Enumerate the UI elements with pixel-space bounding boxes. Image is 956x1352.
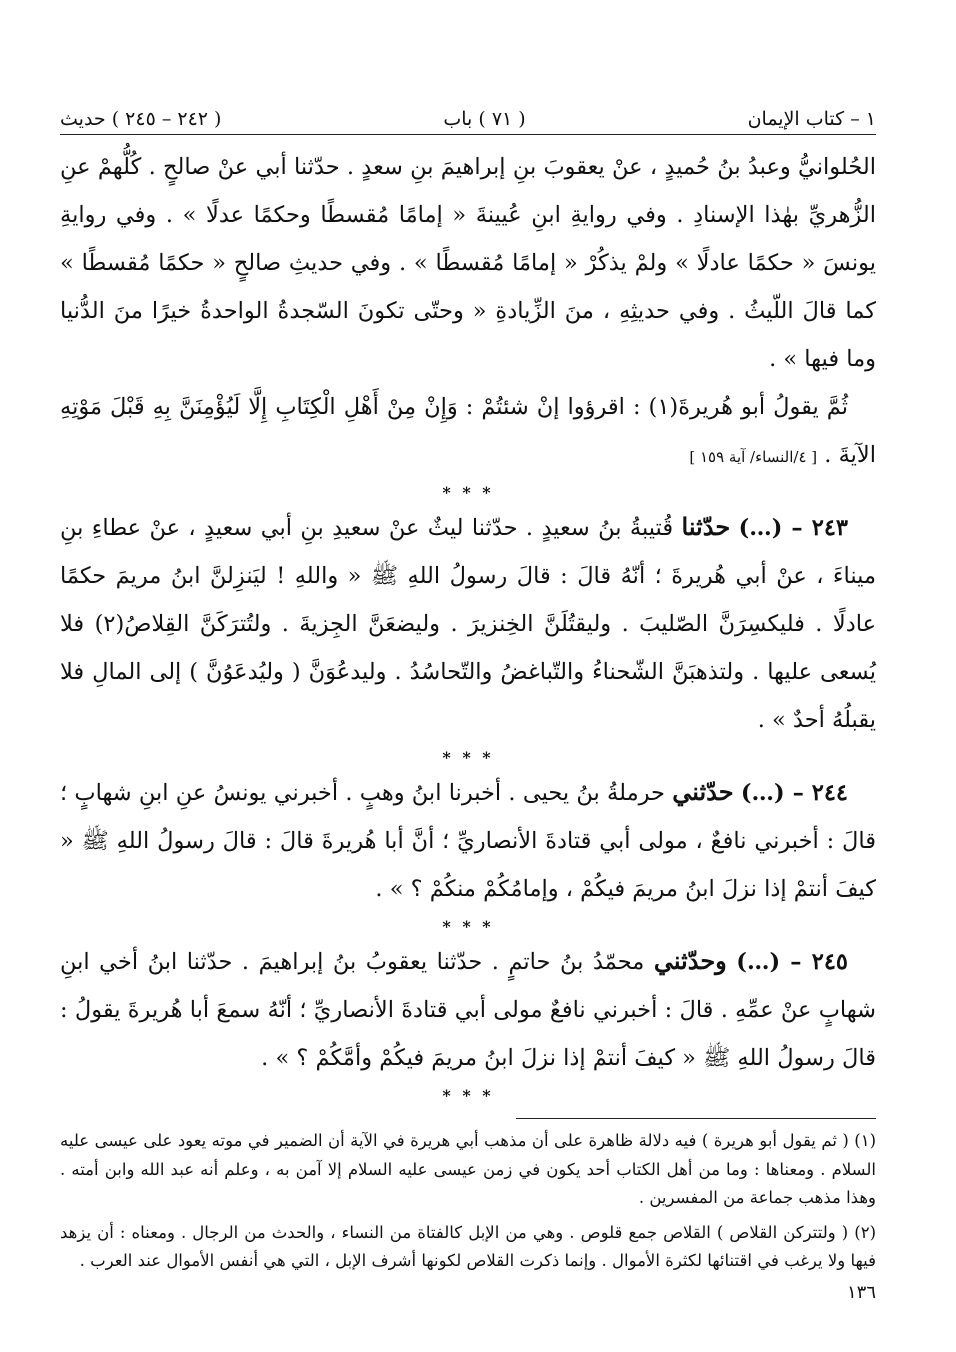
footnote-1: (١) ( ثم يقول أبو هريرة ) فيه دلالة ظاهرة على أن مذهب أبي هريرة في الآية أن الضمير في موته يعود على عيسى عليه السلام . ومعناها : وما من أهل الكتاب أحد يكون في زمن عيسى عليه السلام إلا آمن به ، وعلم أنه عبد الله وابن أمته . وهذا مذهب جماعة من المفسرين .	[60, 1131, 876, 1207]
page-number: ١٣٦	[846, 1281, 876, 1303]
hadith-243	[60, 503, 876, 744]
hadith-245-number: ٢٤٥ – (…)	[736, 949, 849, 975]
section-separator: * * *	[442, 748, 494, 767]
hadith-245	[60, 937, 876, 1082]
section-separator: * * *	[442, 1086, 494, 1105]
hadith-244-text: حرملةُ بنُ يحيى . أخبرنا ابنُ وهبٍ . أخبرني يونسُ عنِ ابنِ شهابٍ ؛ قالَ : أخبرني نافعٌ ، مولى أبي قتادةَ الأنصاريِّ ؛ أنَّ أبا هُريرةَ قالَ : قالَ رسولُ اللهِ ﷺ « كيفَ أنتمْ إذا نزلَ ابنُ مريمَ فيكُمْ ، وإمامُكُمْ منكُمْ ؟ » .	[60, 780, 876, 902]
hadith-244	[60, 768, 876, 913]
section-separator: * * *	[442, 483, 494, 502]
hadith-244-opening: حدّثني	[672, 777, 734, 806]
hadith-243-opening: حدّثنا	[681, 512, 731, 541]
footnote-rule	[516, 1118, 876, 1119]
main-text	[60, 143, 876, 1104]
footnote-2: (٢) ( ولتتركن القلاص ) القلاص جمع قلوص . وهي من الإبل كالفتاة من النساء ، والحدث من الرجال . ومعناه : أن يزهد فيها ولا يرغب في اقتنائها لكثرة الأموال . وإنما ذكرت القلاص لكونها أشرف الإبل ، التي هي أنفس الأموال عند العرب .	[60, 1222, 876, 1270]
hadith-244-number: ٢٤٤ – (…)	[740, 780, 849, 806]
quran-reference: [ ٤/النساء/ آية ١٥٩ ]	[689, 448, 818, 466]
hadith-245-text: محمّدُ بنُ حاتمٍ . حدّثنا يعقوبُ بنُ إبراهيمَ . حدّثنا ابنُ أخي ابنِ شهابٍ عنْ عمِّهِ . قالَ : أخبرني نافعٌ مولى أبي قتادةَ الأنصاريِّ ؛ أنّهُ سمعَ أبا هُريرةَ يقولُ : قالَ رسولُ اللهِ ﷺ « كيفَ أنتمْ إذا نزلَ ابنُ مريمَ فيكُمْ وأمَّكُمْ ؟ » .	[60, 949, 876, 1071]
header-book-title: ١ – كتاب الإيمان	[747, 108, 876, 130]
hadith-245-opening: وحدّثني	[653, 946, 727, 975]
paragraph-continuation: الحُلوانيُّ وعبدُ بنُ حُميدٍ ، عنْ يعقوبَ بنِ إبراهيمَ بنِ سعدٍ . حدّثنا أبي عنْ صالحٍ . كُلُّهمْ عنِ الزُّهريِّ بهٰذا الإسنادِ . وفي روايةِ ابنِ عُيينةَ « إمامًا مُقسطًا وحكمًا عدلًا » . وفي روايةِ يونسَ « حكمًا عادلًا » ولمْ يذكُرْ « إمامًا مُقسطًا » . وفي حديثِ صالحٍ « حكمًا مُقسطًا » كما قالَ اللّيثُ . وفي حديثِهِ ، منَ الزِّيادةِ « وحتّى تكونَ السّجدةُ الواحدةُ خيرًا منَ الدُّنيا وما فيها » .	[60, 154, 876, 372]
section-separator: * * *	[442, 917, 494, 936]
header-chapter: ( ٧١ ) باب	[443, 108, 526, 130]
running-header	[60, 108, 876, 135]
hadith-243-text: قُتيبةُ بنُ سعيدٍ . حدّثنا ليثٌ عنْ سعيدِ بنِ أبي سعيدٍ ، عنْ عطاءِ بنِ ميناءَ ، عنْ أبي هُريرةَ ؛ أنّهُ قالَ : قالَ رسولُ اللهِ ﷺ « واللهِ ! ليَنزِلنَّ ابنُ مريمَ حكمًا عادلًا . فليكسِرَنَّ الصّليبَ . وليقتُلَنَّ الخِنزيرَ . وليضعَنَّ الجِزيةَ . ولتُترَكَنَّ القِلاصُ(٢) فلا يُسعى عليها . ولتذهبَنَّ الشّحناءُ والتّباغضُ والتّحاسُدُ . وليدعُوَنَّ ( وليُدعَوُنَّ ) إلى المالِ فلا يقبلُهُ أحدٌ » .	[60, 515, 876, 733]
paragraph-abu-hurayra	[60, 383, 876, 479]
page	[60, 108, 876, 1303]
hadith-243-number: ٢٤٣ – (…)	[738, 515, 848, 541]
paragraph-abu-hurayra-text: ثُمَّ يقولُ أبو هُريرةَ(١) : اقرؤوا إنْ شئتُمْ : وَإِنْ مِنْ أَهْلِ الْكِتَابِ إِلَّا لَيُؤْمِنَنَّ بِهِ قَبْلَ مَوْتِهِ الآيةَ .	[60, 394, 876, 468]
footnotes	[60, 1127, 876, 1276]
header-hadith-range: ( ٢٤٢ – ٢٤٥ ) حديث	[60, 108, 222, 130]
